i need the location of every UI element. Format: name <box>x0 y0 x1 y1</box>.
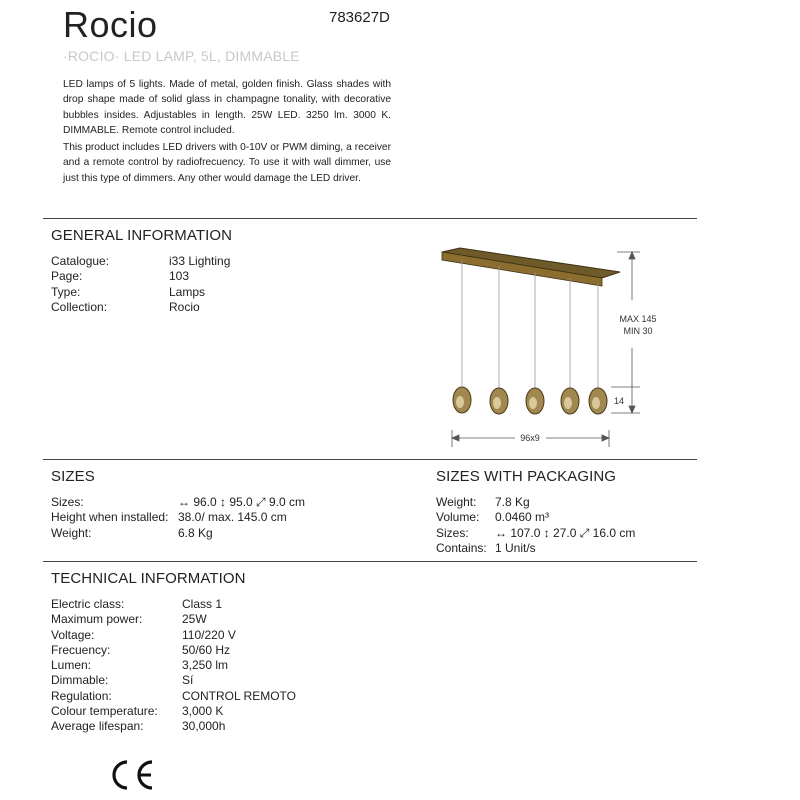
technical-value: Class 1 <box>182 597 223 611</box>
lamp-drawing <box>442 248 620 414</box>
product-subtitle: ·ROCIO· LED LAMP, 5L, DIMMABLE <box>63 48 300 64</box>
min-height-label: MIN 30 <box>623 326 653 336</box>
sizes-label: Weight: <box>51 525 92 540</box>
general-row-page <box>51 269 381 284</box>
general-value: Rocio <box>169 299 200 314</box>
packaging-value: 7.8 Kg <box>495 495 530 509</box>
sizes-label: Sizes: <box>51 495 84 509</box>
packaging-heading: SIZES WITH PACKAGING <box>436 468 617 485</box>
sizes-heading: SIZES <box>51 468 95 485</box>
general-label: Collection: <box>51 299 108 314</box>
sizes-label: Height when installed: <box>51 510 169 525</box>
technical-value: 30,000h <box>182 719 226 734</box>
packaging-label: Contains: <box>436 540 487 555</box>
description-paragraph-1: LED lamps of 5 lights. Made of metal, golden finish. Glass shades with drop shape made of solid glass in champagne tonality, with decorative bubbles insides. Adjustables in length. 25W LED. 3250 lm. 3000 K. DIMMABLE. Remote control included. <box>63 79 391 136</box>
width-label: 96x9 <box>520 433 540 443</box>
technical-value: CONTROL REMOTO <box>182 688 297 703</box>
technical-value: 25W <box>182 612 207 627</box>
technical-value: Sí <box>182 673 194 688</box>
technical-information-heading: TECHNICAL INFORMATION <box>51 570 246 587</box>
sizes-value: 6.8 Kg <box>178 525 213 540</box>
packaging-label: Weight: <box>436 495 477 509</box>
description-paragraph-2: This product includes LED drivers with 0-10V or PWM diming, a receiver and a remote control by radiofrecuency. To use it with wall dimmer, use just this type of dimmers. Any other would damage the LED driver. <box>63 142 391 184</box>
general-value: 103 <box>169 269 190 284</box>
technical-row-electric-class <box>51 597 381 612</box>
shade-height-label: 14 <box>613 396 625 406</box>
packaging-table <box>436 495 696 556</box>
ce-mark-icon <box>108 757 156 793</box>
packaging-row-sizes <box>436 526 696 541</box>
general-value: i33 Lighting <box>169 254 231 268</box>
technical-row-dimmable <box>51 673 381 688</box>
product-reference: 783627D <box>329 9 390 26</box>
packaging-label: Sizes: <box>436 525 469 540</box>
packaging-value: ↔ 107.0 ↕ 27.0 ⤢ 16.0 cm <box>495 525 636 540</box>
general-information-heading: GENERAL INFORMATION <box>51 227 233 244</box>
max-height-label: MAX 145 <box>619 314 657 324</box>
sizes-row-weight <box>51 526 391 541</box>
packaging-row-contains <box>436 541 696 556</box>
packaging-row-weight <box>436 495 696 510</box>
technical-label: Dimmable: <box>51 673 109 688</box>
general-label: Type: <box>51 284 81 299</box>
sizes-row-dimensions <box>51 495 391 510</box>
technical-label: Maximum power: <box>51 612 143 627</box>
general-label: Catalogue: <box>51 254 110 268</box>
glass-shades <box>453 387 607 414</box>
technical-label: Colour temperature: <box>51 704 158 719</box>
technical-label: Voltage: <box>51 627 95 642</box>
sizes-row-height-installed <box>51 510 391 525</box>
general-information-table <box>51 254 381 315</box>
packaging-label: Volume: <box>436 510 480 525</box>
general-value: Lamps <box>169 284 206 299</box>
technical-row-frequency <box>51 643 381 658</box>
technical-label: Lumen: <box>51 658 92 673</box>
product-title: Rocio <box>63 4 158 45</box>
general-row-type <box>51 285 381 300</box>
sizes-value: ↔ 96.0 ↕ 95.0 ⤢ 9.0 cm <box>178 495 305 509</box>
technical-value: 110/220 V <box>182 627 236 642</box>
general-row-collection <box>51 300 381 315</box>
divider <box>43 561 697 562</box>
sizes-value: 38.0/ max. 145.0 cm <box>178 510 287 525</box>
lamp-dimension-diagram <box>420 240 660 450</box>
packaging-value: 0.0460 m³ <box>495 510 550 525</box>
technical-label: Regulation: <box>51 688 112 703</box>
technical-row-regulation <box>51 689 381 704</box>
technical-label: Average lifespan: <box>51 719 144 734</box>
technical-information-table <box>51 597 381 735</box>
technical-label: Frecuency: <box>51 642 111 657</box>
technical-value: 3,000 K <box>182 704 224 719</box>
sizes-table <box>51 495 391 541</box>
packaging-value: 1 Unit/s <box>495 540 536 555</box>
technical-label: Electric class: <box>51 597 125 611</box>
general-label: Page: <box>51 269 83 284</box>
technical-value: 3,250 lm <box>182 658 229 673</box>
divider <box>43 218 697 219</box>
packaging-row-volume <box>436 510 696 525</box>
divider <box>43 459 697 460</box>
technical-row-maximum-power <box>51 612 381 627</box>
technical-row-lumen <box>51 658 381 673</box>
general-row-catalogue <box>51 254 381 269</box>
technical-value: 50/60 Hz <box>182 642 231 657</box>
dimension-lines <box>452 252 640 447</box>
technical-row-voltage <box>51 628 381 643</box>
technical-row-average-lifespan <box>51 719 381 734</box>
technical-row-colour-temperature <box>51 704 381 719</box>
